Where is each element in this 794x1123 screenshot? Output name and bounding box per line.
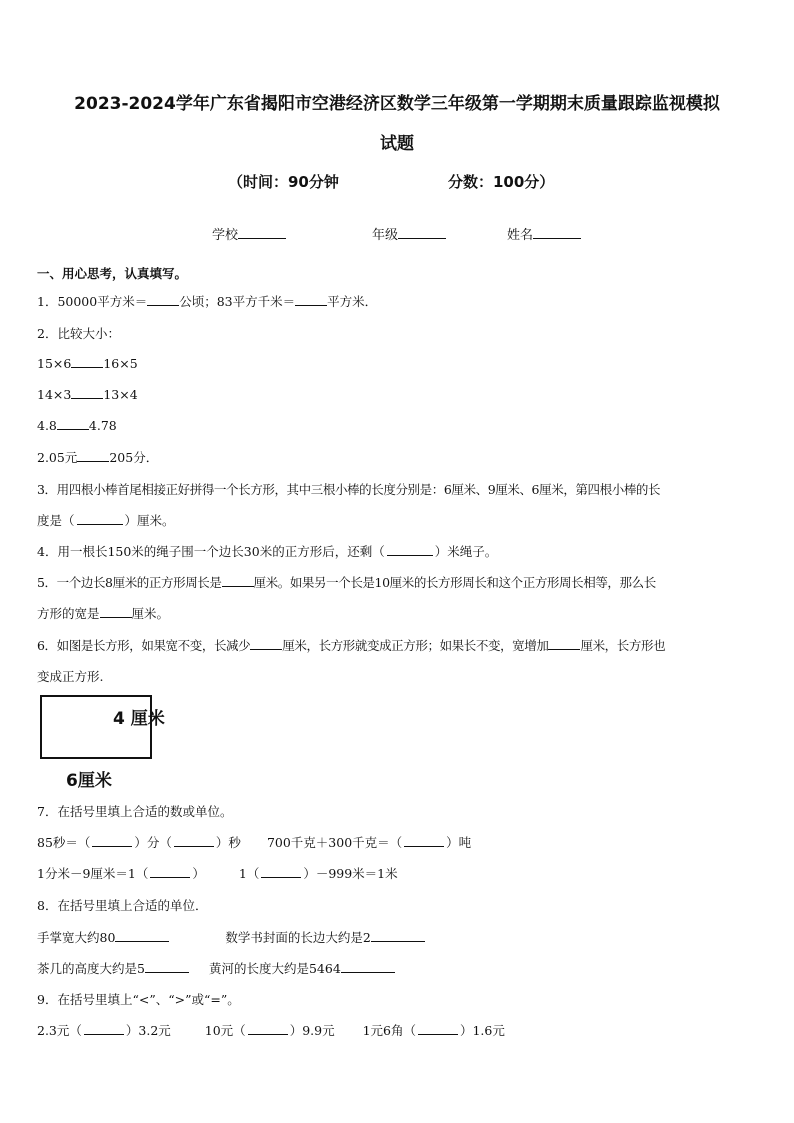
q2-r1-a: 15×6 (37, 356, 72, 371)
q4-blank[interactable] (387, 543, 433, 556)
question-4 (37, 542, 497, 560)
q6-text-c: 厘米，长方形也 (580, 638, 666, 653)
name-field[interactable] (507, 224, 581, 243)
q8-blank-1[interactable] (115, 929, 169, 942)
q5-blank-2[interactable] (100, 605, 132, 618)
q2-row-3 (37, 417, 117, 433)
q4-text-a: 4．用一根长150米的绳子围一个边长30米的正方形后，还剩（ (37, 544, 385, 559)
q3-text-a: 度是（ (37, 513, 75, 528)
school-field[interactable] (212, 224, 286, 243)
rectangle-width-label: 4 厘米 (113, 709, 165, 729)
q9-b1: 10元（ (204, 1023, 246, 1038)
exam-score: 分数：100分） (448, 173, 555, 191)
q1-blank-2[interactable] (295, 293, 327, 306)
question-6-line-2: 变成正方形. (37, 669, 104, 684)
q8-blank-4[interactable] (341, 960, 395, 973)
q8-r1-a: 手掌宽大约80 (37, 930, 116, 945)
q1-text-c: 平方米． (327, 294, 378, 309)
q2-r3-b: 4.78 (88, 418, 117, 433)
q6-text-b: 厘米，长方形就变成正方形；如果长不变，宽增加 (282, 638, 549, 653)
q7-r1-e: ）吨 (446, 835, 472, 850)
question-8-title: 8．在括号里填上合适的单位． (37, 898, 208, 913)
grade-field[interactable] (372, 224, 446, 243)
question-9-title: 9．在括号里填上“<”、“>”或“=”。 (37, 992, 240, 1007)
question-3-line-2 (37, 511, 175, 529)
grade-blank[interactable] (398, 226, 446, 239)
q9-blank-1[interactable] (84, 1022, 124, 1035)
question-2-title: 2．比较大小： (37, 326, 120, 341)
title-line-2: 试题 (380, 134, 414, 154)
exam-time: （时间：90分钟 (228, 173, 339, 191)
school-label: 学校 (212, 228, 239, 243)
q9-row (37, 1021, 505, 1039)
q2-r1-blank[interactable] (71, 355, 103, 368)
q9-blank-2[interactable] (248, 1022, 288, 1035)
q9-a2: ）3.2元 (125, 1023, 171, 1038)
q1-text-a: 1．50000平方米＝ (37, 294, 148, 309)
title-line-1: 2023-2024学年广东省揭阳市空港经济区数学三年级第一学期期末质量跟踪监视模拟 (74, 94, 720, 114)
q6-text-a: 6．如图是长方形，如果宽不变，长减少 (37, 638, 251, 653)
q2-r1-b: 16×5 (103, 356, 138, 371)
q7-blank-3[interactable] (404, 834, 444, 847)
question-1 (37, 292, 377, 310)
q8-r1-b: 数学书封面的长边大约是2 (225, 930, 371, 945)
q8-r2-a: 茶几的高度大约是5 (37, 961, 145, 976)
q5-text-b: 厘米。如果另一个长是10厘米的长方形周长和这个正方形周长相等，那么长 (253, 575, 656, 590)
q2-r4-a: 2.05元 (37, 450, 78, 465)
rectangle-length-label: 6厘米 (66, 771, 112, 791)
section-heading-1: 一、用心思考，认真填写。 (37, 266, 188, 281)
q5-text-a: 5．一个边长8厘米的正方形周长是 (37, 575, 222, 590)
q7-r2-c: 1（ (238, 866, 260, 881)
q3-blank[interactable] (77, 512, 123, 525)
q9-c2: ）1.6元 (459, 1023, 505, 1038)
q7-blank-5[interactable] (261, 865, 301, 878)
q7-r1-d: 700千克＋300千克＝（ (266, 835, 403, 850)
school-blank[interactable] (238, 226, 286, 239)
q7-r1-c: ）秒 (215, 835, 241, 850)
q8-row-1 (37, 928, 425, 946)
q2-r3-a: 4.8 (37, 418, 57, 433)
question-3-line-1: 3．用四根小棒首尾相接正好拼得一个长方形，其中三根小棒的长度分别是：6厘米、9厘米、6厘米，第四根小棒的长 (37, 482, 661, 497)
q9-blank-3[interactable] (418, 1022, 458, 1035)
document-title (30, 84, 764, 164)
q2-row-4 (37, 448, 158, 466)
q6-blank-2[interactable] (548, 637, 580, 650)
q2-r2-b: 13×4 (103, 387, 138, 402)
q8-row-2 (37, 959, 395, 977)
q9-c1: 1元6角（ (362, 1023, 416, 1038)
q8-blank-3[interactable] (145, 960, 189, 973)
question-7-title: 7．在括号里填上合适的数或单位。 (37, 804, 233, 819)
q7-blank-2[interactable] (174, 834, 214, 847)
q7-blank-1[interactable] (92, 834, 132, 847)
q7-r2-d: ）－999米＝1米 (303, 866, 398, 881)
name-blank[interactable] (533, 226, 581, 239)
q9-a1: 2.3元（ (37, 1023, 82, 1038)
q2-r3-blank[interactable] (57, 417, 89, 430)
q5-text-c: 方形的宽是 (37, 606, 100, 621)
q5-text-d: 厘米。 (131, 606, 170, 621)
q1-text-b: 公顷；83平方千米＝ (179, 294, 296, 309)
q7-r2-b: ） (192, 866, 205, 881)
q7-row-1 (37, 833, 471, 851)
grade-label: 年级 (372, 228, 399, 243)
q2-row-1 (37, 355, 138, 371)
q2-r2-blank[interactable] (71, 386, 103, 399)
q8-blank-2[interactable] (371, 929, 425, 942)
q2-r2-a: 14×3 (37, 387, 72, 402)
q7-r1-a: 85秒＝（ (37, 835, 91, 850)
q6-blank-1[interactable] (250, 637, 282, 650)
q9-b2: ）9.9元 (289, 1023, 335, 1038)
q2-r4-blank[interactable] (77, 449, 109, 462)
q3-text-b: ）厘米。 (124, 513, 175, 528)
q2-row-2 (37, 386, 138, 402)
q8-r2-b: 黄河的长度大约是5464 (208, 961, 341, 976)
q2-r4-b: 205分． (109, 450, 159, 465)
question-5-line-2 (37, 604, 169, 622)
q7-blank-4[interactable] (150, 865, 190, 878)
question-6-line-1 (37, 636, 665, 654)
q1-blank-1[interactable] (147, 293, 179, 306)
q4-text-b: ）米绳子。 (434, 544, 498, 559)
name-label: 姓名 (507, 228, 534, 243)
q7-r2-a: 1分米－9厘米＝1（ (37, 866, 149, 881)
q5-blank-1[interactable] (222, 574, 254, 587)
q7-row-2 (37, 864, 398, 882)
question-5-line-1 (37, 573, 656, 591)
q7-r1-b: ）分（ (134, 835, 172, 850)
